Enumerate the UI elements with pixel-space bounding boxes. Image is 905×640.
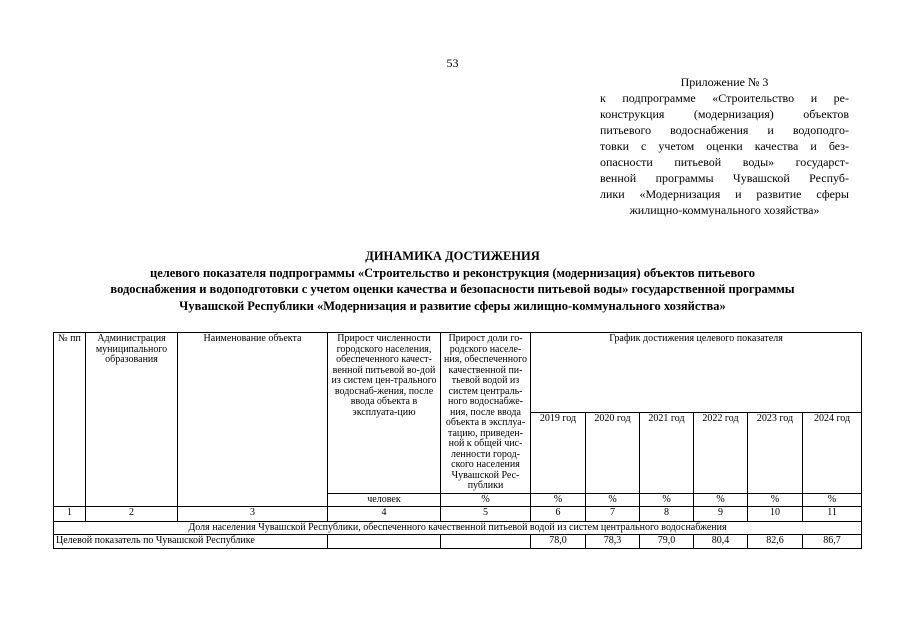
value-cell: 86,7 (803, 535, 862, 549)
unit-cell: % (441, 493, 531, 507)
unit-cell: % (803, 493, 862, 507)
indicator-table (53, 332, 862, 549)
header-num: № пп (54, 333, 86, 507)
appendix-line: жилищно-коммунального хозяйства» (629, 203, 820, 217)
appendix-line: конструкция (модернизация) объектов (600, 107, 849, 121)
empty-cell (441, 535, 531, 549)
header-growth-share: Прирост доли го-родского населе-ния, обеспеченного качественной пи-тьевой водой из систем централь-ного водоснабже-ния, после ввода объекта в эксплуа-тацию, приведен-ной к общей чис-ленности город-ского населения Чувашской Рес-публики (441, 333, 531, 494)
header-schedule: График достижения целевого показателя (531, 333, 862, 413)
value-cell: 78,3 (586, 535, 640, 549)
value-cell: 79,0 (640, 535, 694, 549)
appendix-line: к подпрограмме «Строительство и ре- (600, 91, 849, 105)
title-line: ДИНАМИКА ДОСТИЖЕНИЯ (365, 249, 540, 263)
header-year: 2024 год (803, 413, 862, 493)
value-cell: 82,6 (748, 535, 803, 549)
column-number: 7 (586, 507, 640, 522)
page-number: 53 (446, 56, 459, 70)
column-number: 1 (54, 507, 86, 522)
title-line: целевого показателя подпрограммы «Строительство и реконструкция (модернизация) объектов питьевого (150, 265, 755, 280)
unit-cell: % (531, 493, 586, 507)
title-line: водоснабжения и водоподготовки с учетом оценки качества и безопасности питьевой воды» государственной программы (110, 282, 795, 296)
column-number: 10 (748, 507, 803, 522)
unit-cell: % (748, 493, 803, 507)
title-line: Чувашской Республики «Модернизация и развитие сферы жилищно-коммунального хозяйства» (179, 298, 726, 313)
header-year: 2023 год (748, 413, 803, 493)
appendix-heading: Приложение № 3 (680, 75, 769, 89)
section-row (54, 521, 862, 535)
appendix-line: питьевого водоснабжения и водоподго- (600, 123, 849, 137)
unit-cell: человек (328, 493, 441, 507)
header-admin: Администрация муниципального образования (86, 333, 178, 507)
column-number: 5 (441, 507, 531, 522)
header-year: 2020 год (586, 413, 640, 493)
empty-cell (328, 535, 441, 549)
document-title (40, 248, 865, 314)
column-number: 11 (803, 507, 862, 522)
value-cell: 78,0 (531, 535, 586, 549)
header-row (54, 333, 862, 413)
header-year: 2019 год (531, 413, 586, 493)
header-growth-pop: Прирост численности городского населения, обеспеченного качест-венной питьевой во-дой из систем цен-трального водоснаб-жения, после ввода объекта в эксплуата-цию (328, 333, 441, 494)
appendix-line: лики «Модернизация и развитие сферы (600, 187, 849, 201)
column-number: 9 (694, 507, 748, 522)
section-title: Доля населения Чувашской Республики, обеспеченного качественной питьевой водой из систем центрального водоснабжения (54, 521, 862, 535)
row-label: Целевой показатель по Чувашской Республике (54, 535, 328, 549)
header-year: 2022 год (694, 413, 748, 493)
appendix-body (600, 90, 849, 218)
column-number-row (54, 507, 862, 522)
data-row (54, 535, 862, 549)
column-number: 6 (531, 507, 586, 522)
unit-cell: % (694, 493, 748, 507)
column-number: 4 (328, 507, 441, 522)
column-number: 2 (86, 507, 178, 522)
header-object: Наименование объекта (178, 333, 328, 507)
column-number: 3 (178, 507, 328, 522)
appendix-block (600, 74, 849, 218)
appendix-line: венной программы Чувашской Респуб- (600, 171, 849, 185)
unit-cell: % (640, 493, 694, 507)
header-year: 2021 год (640, 413, 694, 493)
column-number: 8 (640, 507, 694, 522)
appendix-line: опасности питьевой воды» государст- (600, 155, 849, 169)
appendix-line: товки с учетом оценки качества и без- (600, 139, 849, 153)
value-cell: 80,4 (694, 535, 748, 549)
unit-cell: % (586, 493, 640, 507)
